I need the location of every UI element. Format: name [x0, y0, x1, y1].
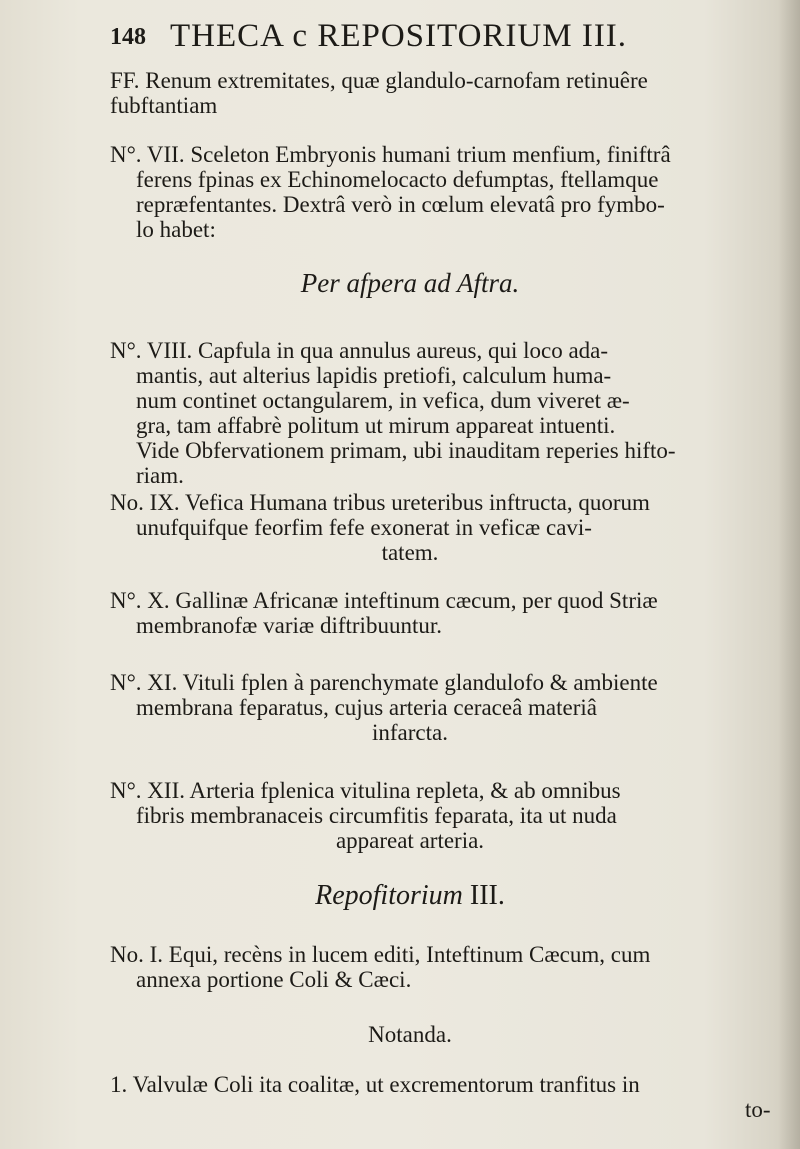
entry-xii-last-line: appareat arteria. [335, 828, 485, 853]
entry-line: gra, tam affabrè politum ut mirum appareat intuenti. [136, 413, 616, 438]
entry-line: mantis, aut alterius lapidis pretiofi, calculum huma- [136, 363, 612, 388]
entry-i [110, 942, 650, 992]
entry-ix-last-line: tatem. [381, 540, 439, 565]
entry-ff [110, 68, 648, 118]
note-line: 1. Valvulæ Coli ita coalitæ, ut excrementorum tranfitus in [110, 1072, 640, 1097]
entry-line: ferens fpinas ex Echinomelocacto defumptas, ftellamque [136, 167, 659, 192]
page-edge-shadow [778, 0, 800, 1149]
catchword: to- [745, 1097, 771, 1122]
entry-line: N°. VIII. Capfula in qua annulus aureus, qui loco ada- [110, 338, 609, 363]
entry-line: annexa portione Coli & Cæci. [136, 967, 412, 992]
section-heading-numeral: III. [469, 880, 505, 911]
entry-ix [110, 490, 650, 540]
entry-line: unufquifque feorfim fefe exonerat in veficæ cavi- [136, 515, 592, 540]
entry-xi-last-line: infarcta. [372, 720, 448, 745]
entry-vii [110, 142, 671, 242]
entry-xi [110, 670, 658, 720]
entry-line: lo habet: [136, 217, 216, 242]
entry-line: Vide Obfervationem primam, ubi inauditam reperies hifto- [136, 438, 676, 463]
entry-line: repræfentantes. Dextrâ verò in cœlum elevatâ pro fymbo- [136, 192, 665, 217]
section-heading [110, 880, 710, 912]
entry-line: fubftantiam [110, 93, 218, 118]
entry-line: membranofæ variæ diftribuuntur. [136, 613, 442, 638]
running-head: THECA c REPOSITORIUM III. [170, 18, 628, 54]
entry-xii [110, 778, 621, 828]
entry-line: fibris membranaceis circumfitis feparata, ita ut nuda [136, 803, 617, 828]
notanda-heading: Notanda. [368, 1022, 452, 1047]
entry-line: riam. [136, 463, 184, 488]
entry-line: No. I. Equi, recèns in lucem editi, Inteftinum Cæcum, cum [110, 942, 651, 967]
entry-line: FF. Renum extremitates, quæ glandulo-carnofam retinuêre [110, 68, 648, 93]
entry-line: num continet octangularem, in vefica, dum viveret æ- [136, 388, 630, 413]
entry-line: membrana feparatus, cujus arteria ceraceâ materiâ [136, 695, 597, 720]
motto: Per afpera ad Aftra. [300, 268, 520, 298]
note-1 [110, 1072, 640, 1097]
page-header [110, 14, 710, 54]
entry-line: No. IX. Vefica Humana tribus ureteribus inftructa, quorum [110, 490, 650, 515]
entry-viii [110, 338, 676, 488]
entry-line: N°. XII. Arteria fplenica vitulina repleta, & ab omnibus [110, 778, 621, 803]
entry-line: N°. VII. Sceleton Embryonis humani trium menfium, finiftrâ [110, 142, 671, 167]
section-heading-title: Repofitorium [315, 880, 463, 911]
page-number: 148 [110, 24, 146, 50]
entry-x [110, 588, 658, 638]
entry-line: N°. X. Gallinæ Africanæ inteftinum cæcum, per quod Striæ [110, 588, 658, 613]
entry-line: N°. XI. Vituli fplen à parenchymate glandulofo & ambiente [110, 670, 658, 695]
